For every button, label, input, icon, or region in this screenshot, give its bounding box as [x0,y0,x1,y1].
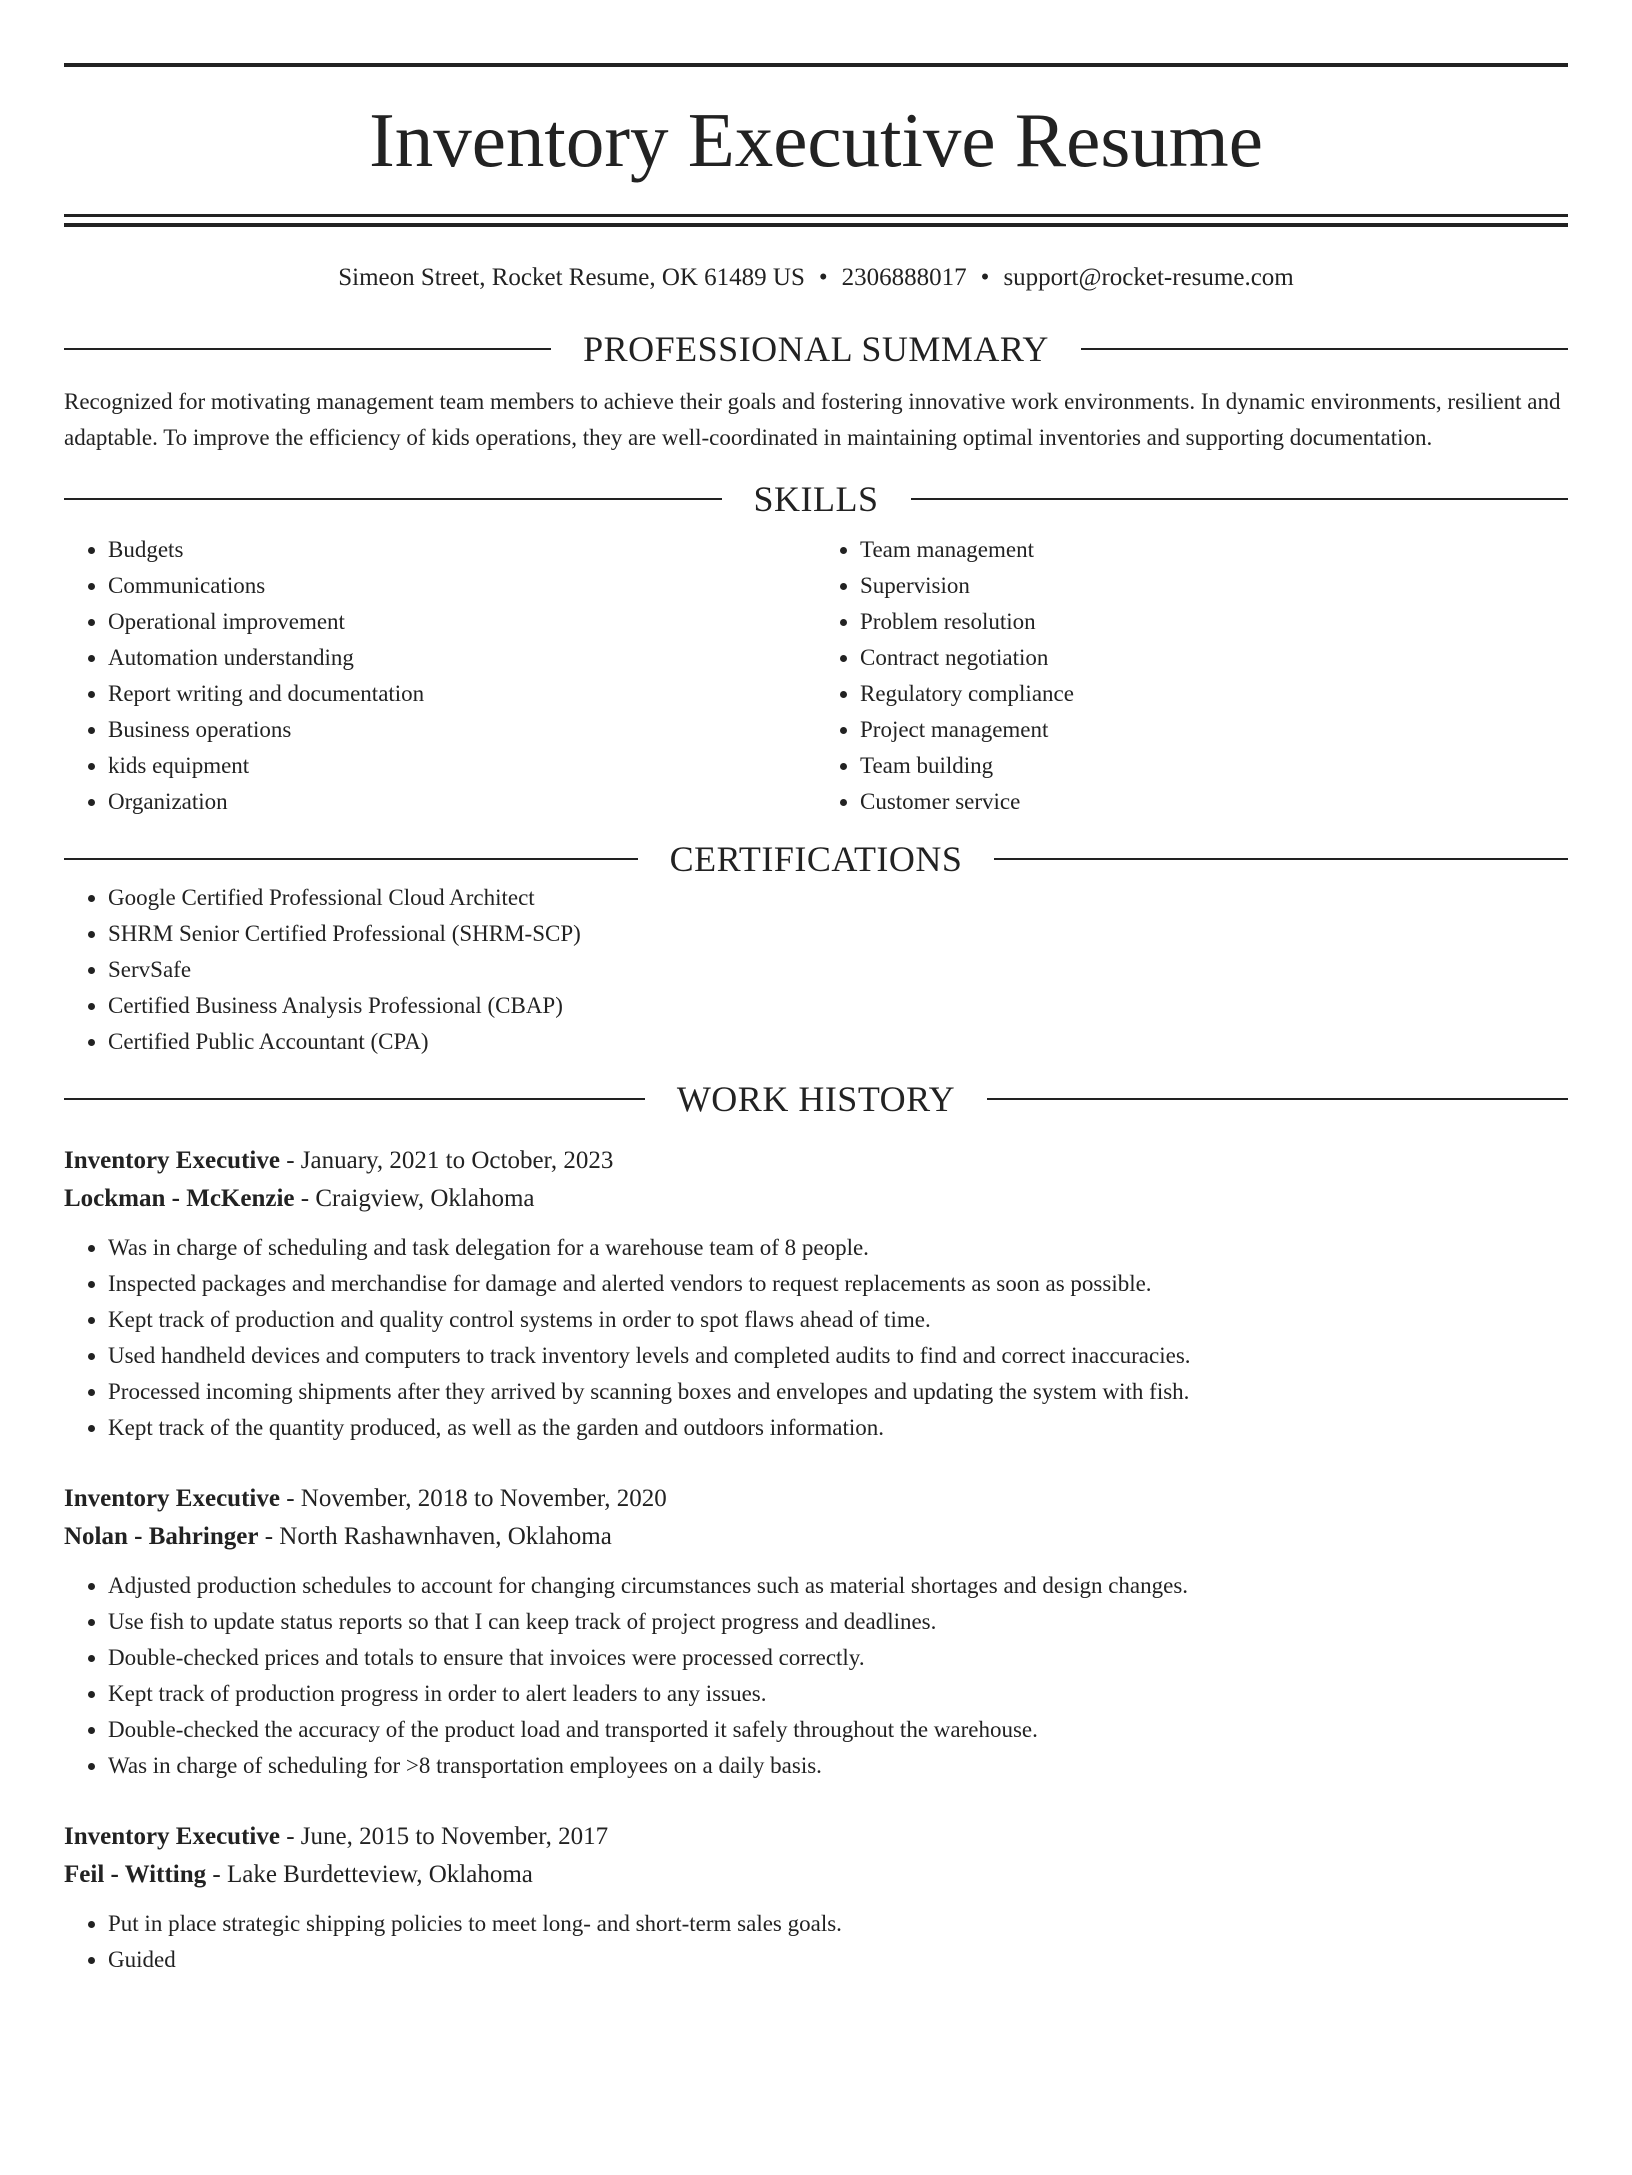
section-title: PROFESSIONAL SUMMARY [583,329,1049,369]
job-bullet: • Inspected packages and merchandise for damage and alerted vendors to request replacements as soon as possible. [108,1266,1568,1302]
skill-item: • Business operations [108,712,816,748]
job-bullet: • Adjusted production schedules to account for changing circumstances such as material shortages and design changes. [108,1568,1568,1604]
job-dates: - January, 2021 to October, 2023 [279,1147,614,1174]
heading-rule [64,858,638,860]
job-bullet: • Was in charge of scheduling for >8 transportation employees on a daily basis. [108,1748,1568,1784]
skills-list-right [816,532,1568,820]
certification-item: • ServSafe [108,952,1568,988]
job-bullet: • Used handheld devices and computers to track inventory levels and completed audits to find and correct inaccuracies. [108,1338,1568,1374]
skill-item: • Contract negotiation [860,640,1568,676]
job-bullet: • Guided [108,1942,1568,1978]
skills-list-left [64,532,816,820]
job-entry [64,1142,1568,1446]
certification-item: • Certified Business Analysis Professional (CBAP) [108,988,1568,1024]
heading-rule [64,348,551,350]
job-bullet: • Kept track of production and quality control systems in order to spot flaws ahead of time. [108,1302,1568,1338]
job-dates: - November, 2018 to November, 2020 [279,1485,667,1512]
job-bullet: • Processed incoming shipments after they arrived by scanning boxes and envelopes and updating the system with fish. [108,1374,1568,1410]
job-bullets [64,1230,1568,1446]
summary-heading [64,328,1568,370]
contact-phone: 2306888017 [841,264,967,291]
job-role: Inventory Executive [64,1147,280,1174]
skill-item: • Team building [860,748,1568,784]
skill-item: • Problem resolution [860,604,1568,640]
section-title: WORK HISTORY [676,1079,956,1119]
page-title: Inventory Executive Resume [369,97,1263,183]
job-company-line [64,1518,1568,1556]
job-bullet: • Was in charge of scheduling and task delegation for a warehouse team of 8 people. [108,1230,1568,1266]
skills-columns [64,532,1568,820]
contact-address: Simeon Street, Rocket Resume, OK 61489 US [338,264,805,291]
skill-item: • Communications [108,568,816,604]
section-title: SKILLS [753,479,879,519]
job-dates: - June, 2015 to November, 2017 [279,1823,609,1850]
certification-item: • Google Certified Professional Cloud Architect [108,880,1568,916]
certifications-list [64,880,1568,1060]
contact-email: support@rocket-resume.com [1003,264,1294,291]
heading-rule [911,498,1569,500]
skill-item: • Organization [108,784,816,820]
job-company: Feil - Witting [64,1861,207,1888]
skill-item: • kids equipment [108,748,816,784]
heading-rule [994,858,1568,860]
skill-item: • Project management [860,712,1568,748]
certification-item: • Certified Public Accountant (CPA) [108,1024,1568,1060]
contact-separator: • [980,264,990,291]
job-location: - North Rashawnhaven, Oklahoma [258,1523,612,1550]
job-location: - Lake Burdetteview, Oklahoma [206,1861,533,1888]
skill-item: • Operational improvement [108,604,816,640]
job-company-line [64,1856,1568,1894]
job-title-line [64,1142,1568,1180]
section-title: CERTIFICATIONS [669,839,963,879]
skill-item: • Supervision [860,568,1568,604]
heading-rule [64,1098,645,1100]
top-rule [64,63,1568,67]
skill-item: • Customer service [860,784,1568,820]
job-title-line [64,1480,1568,1518]
heading-rule [987,1098,1568,1100]
job-entry [64,1480,1568,1784]
job-role: Inventory Executive [64,1485,280,1512]
job-bullet: • Double-checked the accuracy of the product load and transported it safely throughout the warehouse. [108,1712,1568,1748]
heading-rule [1081,348,1568,350]
job-bullet: • Put in place strategic shipping policies to meet long- and short-term sales goals. [108,1906,1568,1942]
job-bullets [64,1568,1568,1784]
job-location: - Craigview, Oklahoma [294,1185,535,1212]
contact-line [64,264,1568,292]
resume-page [0,63,1632,2175]
certification-item: • SHRM Senior Certified Professional (SHRM-SCP) [108,916,1568,952]
job-company: Nolan - Bahringer [64,1523,259,1550]
skills-heading [64,478,1568,520]
contact-separator: • [818,264,828,291]
job-entry [64,1818,1568,1978]
job-bullet: • Double-checked prices and totals to ensure that invoices were processed correctly. [108,1640,1568,1676]
title-double-rule [64,214,1568,227]
summary-text: Recognized for motivating management team members to achieve their goals and fostering innovative work environments. In dynamic environments, resilient and adaptable. To improve the efficiency of kids operations, they are well-coordinated in maintaining optimal inventories and supporting documentation. [64,389,1561,450]
job-company: Lockman - McKenzie [64,1185,295,1212]
work-history-heading [64,1078,1568,1120]
job-bullet: • Kept track of production progress in order to alert leaders to any issues. [108,1676,1568,1712]
skill-item: • Budgets [108,532,816,568]
skill-item: • Regulatory compliance [860,676,1568,712]
certifications-heading [64,838,1568,880]
job-bullet: • Use fish to update status reports so that I can keep track of project progress and deadlines. [108,1604,1568,1640]
skill-item: • Report writing and documentation [108,676,816,712]
heading-rule [64,498,722,500]
job-bullets [64,1906,1568,1978]
job-bullet: • Kept track of the quantity produced, as well as the garden and outdoors information. [108,1410,1568,1446]
job-role: Inventory Executive [64,1823,280,1850]
skill-item: • Team management [860,532,1568,568]
skill-item: • Automation understanding [108,640,816,676]
job-title-line [64,1818,1568,1856]
job-company-line [64,1180,1568,1218]
